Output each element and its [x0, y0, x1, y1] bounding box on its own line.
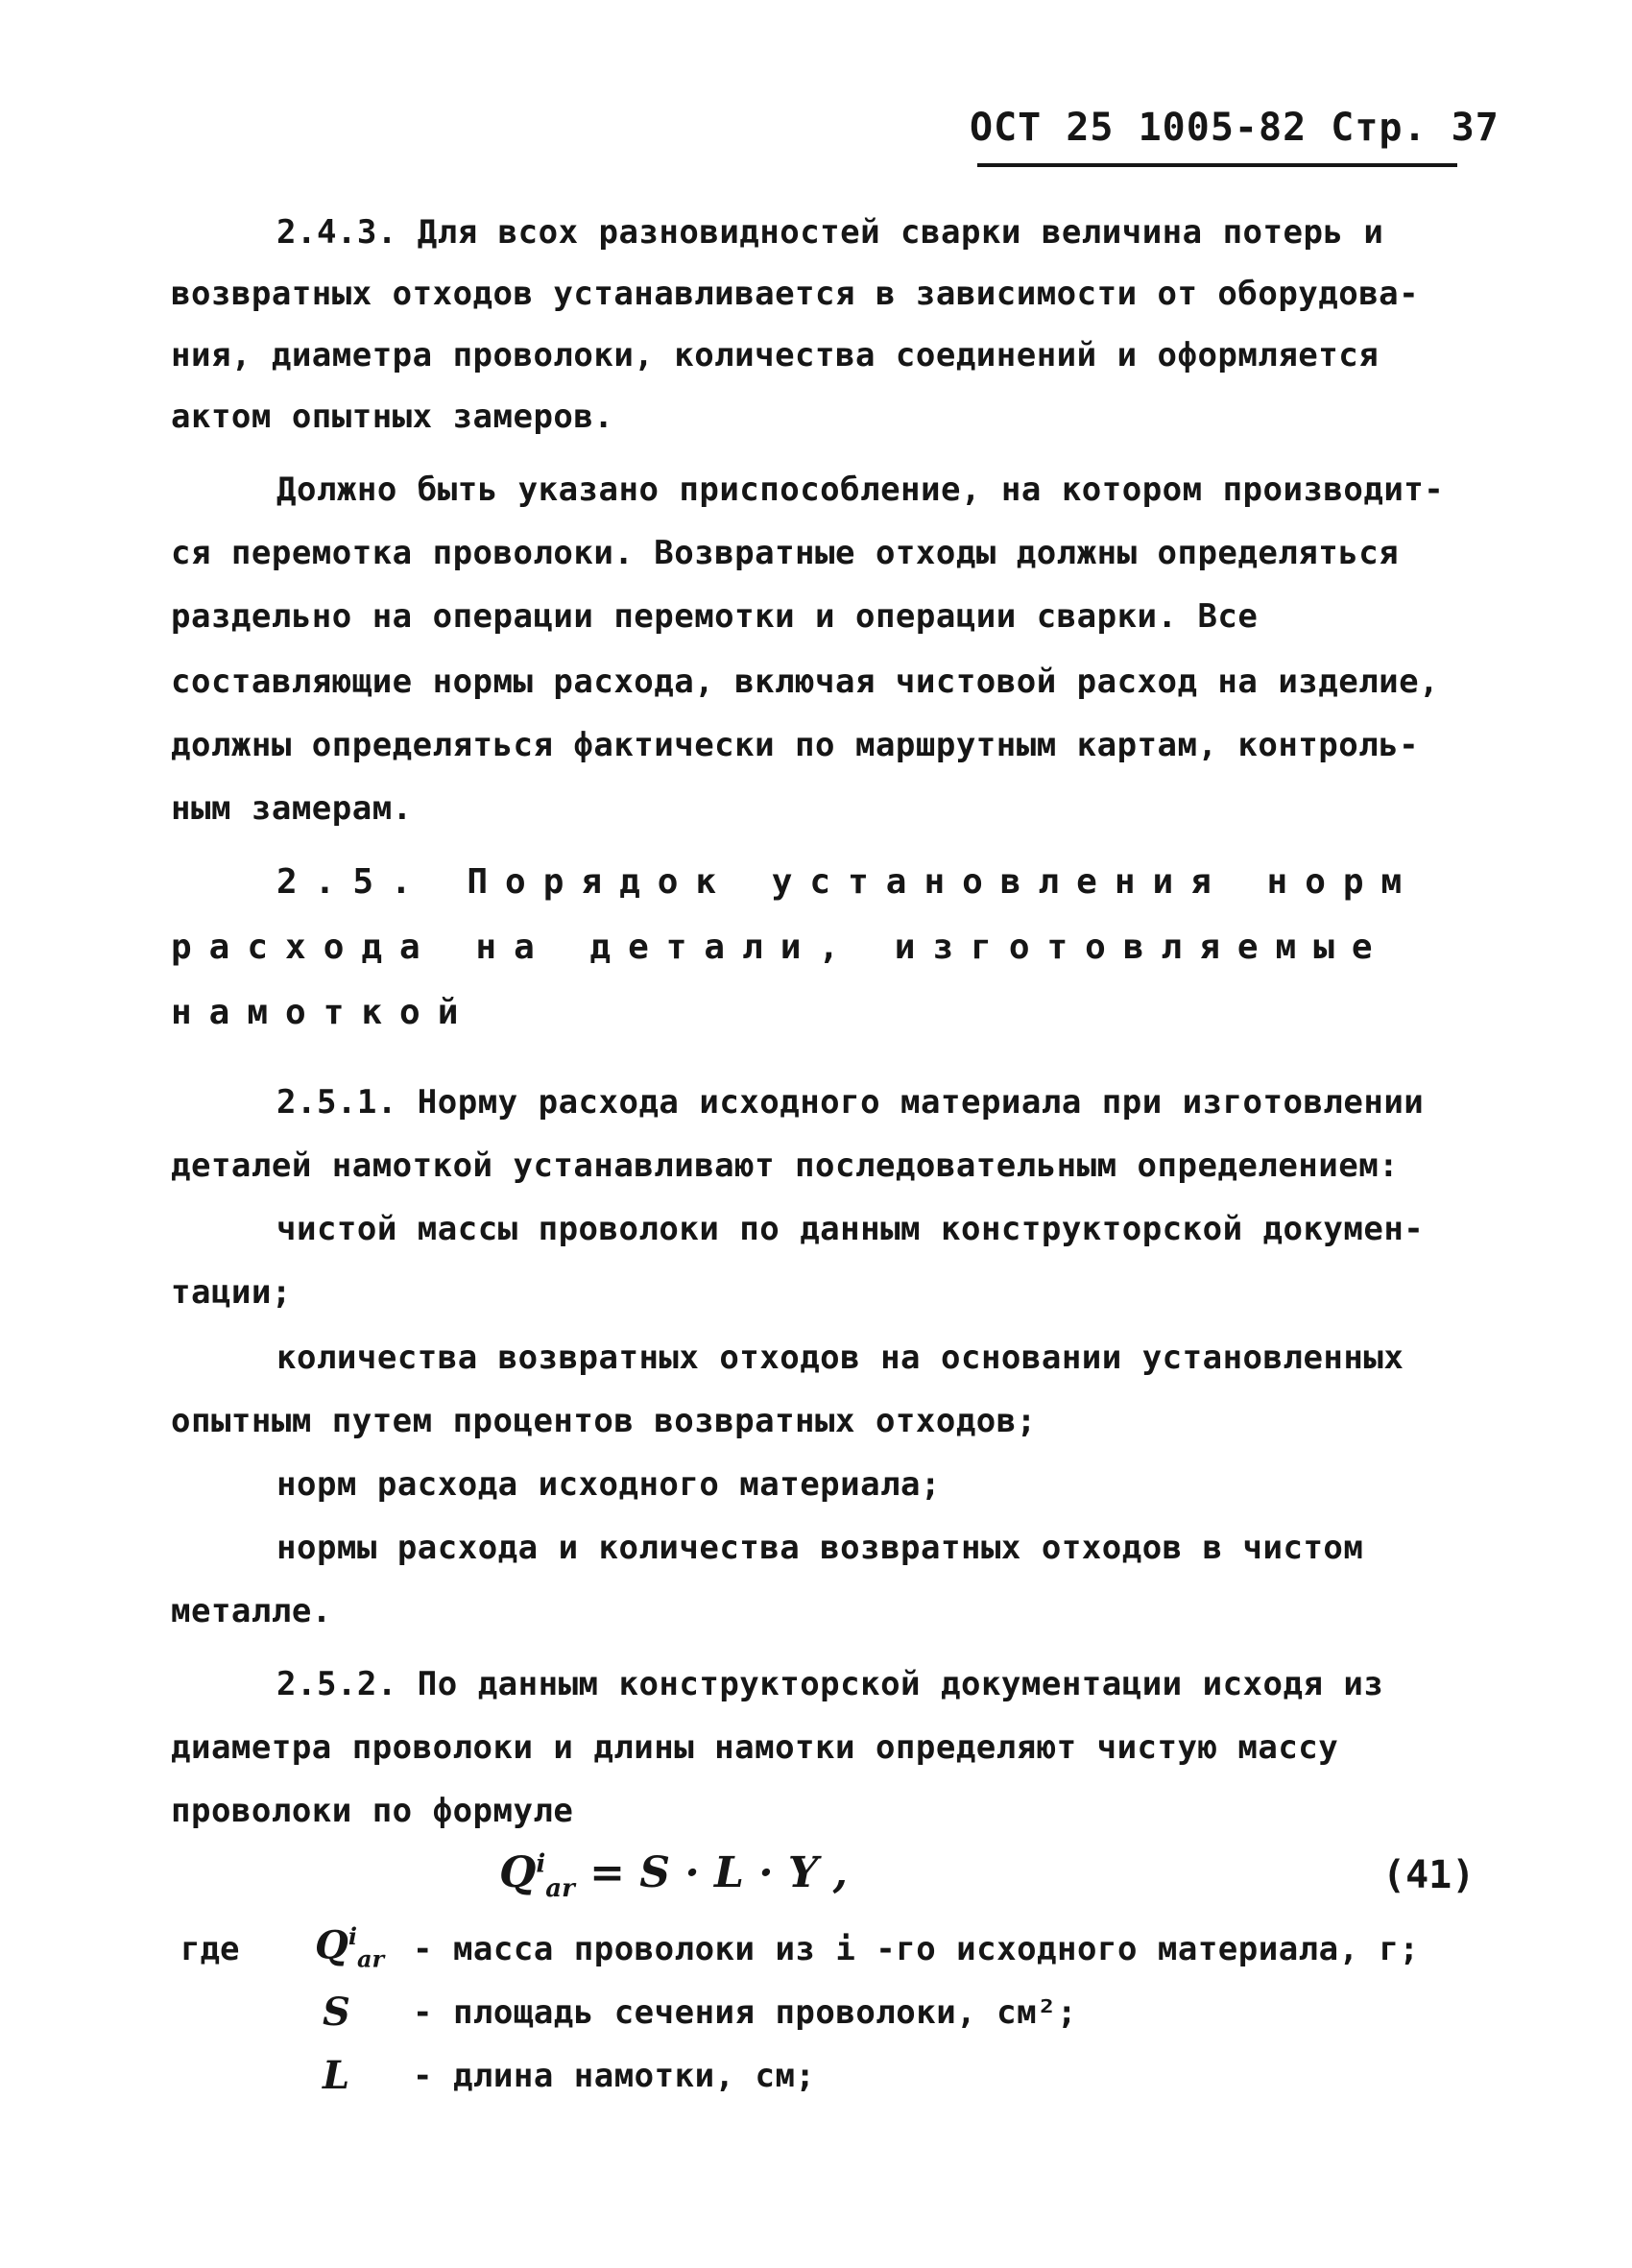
- formula-rhs: = S · L · Y ,: [589, 1848, 848, 1897]
- text-line: проволоки по формуле: [171, 1792, 574, 1830]
- section-heading: расхода на детали, изготовляемые: [171, 928, 1390, 967]
- text-line: Должно быть указано приспособление, на котором производит-: [276, 470, 1445, 509]
- text-line: металле.: [171, 1592, 332, 1630]
- formula: [499, 1848, 848, 1903]
- section-heading: 2.5. Порядок установления норм: [276, 862, 1420, 902]
- text-line: ния, диаметра проволоки, количества соединений и оформляется: [171, 336, 1380, 374]
- text-line: опытным путем процентов возвратных отходов;: [171, 1402, 1037, 1440]
- legend-text: - площадь сечения проволоки, см²;: [413, 1993, 1078, 2032]
- legend-symbol: L: [323, 2053, 350, 2098]
- equation-number: (41): [1382, 1853, 1476, 1897]
- text-line: раздельно на операции перемотки и операции сварки. Все: [171, 597, 1259, 636]
- text-line: количества возвратных отходов на основании установленных: [276, 1339, 1404, 1377]
- where-label: где: [180, 1930, 240, 1968]
- text-line: ным замерам.: [171, 789, 413, 828]
- text-line: актом опытных замеров.: [171, 398, 614, 436]
- text-line: нормы расхода и количества возвратных отходов в чистом: [276, 1529, 1364, 1567]
- section-heading: намоткой: [171, 993, 476, 1032]
- legend-symbol: $Q^i_{ar}$: [315, 1922, 385, 1973]
- text-line: возвратных отходов устанавливается в зависимости от оборудова-: [171, 275, 1420, 313]
- legend-text: - длина намотки, см;: [413, 2057, 816, 2095]
- text-line: диаметра проволоки и длины намотки определяют чистую массу: [171, 1728, 1339, 1767]
- formula-lhs: Q: [499, 1848, 537, 1897]
- text-line: 2.5.1. Норму расхода исходного материала при изготовлении: [276, 1083, 1425, 1122]
- formula-lhs-sub: ar: [545, 1873, 575, 1903]
- legend-text: - масса проволоки из i -го исходного материала, г;: [413, 1930, 1420, 1968]
- text-line: 2.5.2. По данным конструкторской документации исходя из: [276, 1665, 1384, 1703]
- text-line: чистой массы проволоки по данным конструкторской докумен-: [276, 1210, 1425, 1248]
- text-line: деталей намоткой устанавливают последовательным определением:: [171, 1146, 1400, 1185]
- text-line: ся перемотка проволоки. Возвратные отходы должны определяться: [171, 534, 1400, 572]
- text-line: тации;: [171, 1273, 292, 1312]
- text-line: должны определяться фактически по маршрутным картам, контроль-: [171, 726, 1420, 764]
- legend-symbol: S: [323, 1990, 350, 2035]
- text-line: 2.4.3. Для всох разновидностей сварки величина потерь и: [276, 213, 1384, 252]
- header-underline: [977, 163, 1457, 167]
- formula-lhs-sup: i: [536, 1849, 546, 1879]
- page-header: ОСТ 25 1005-82 Стр. 37: [970, 106, 1500, 150]
- text-line: норм расхода исходного материала;: [276, 1465, 942, 1504]
- text-line: составляющие нормы расхода, включая чистовой расход на изделие,: [171, 663, 1440, 701]
